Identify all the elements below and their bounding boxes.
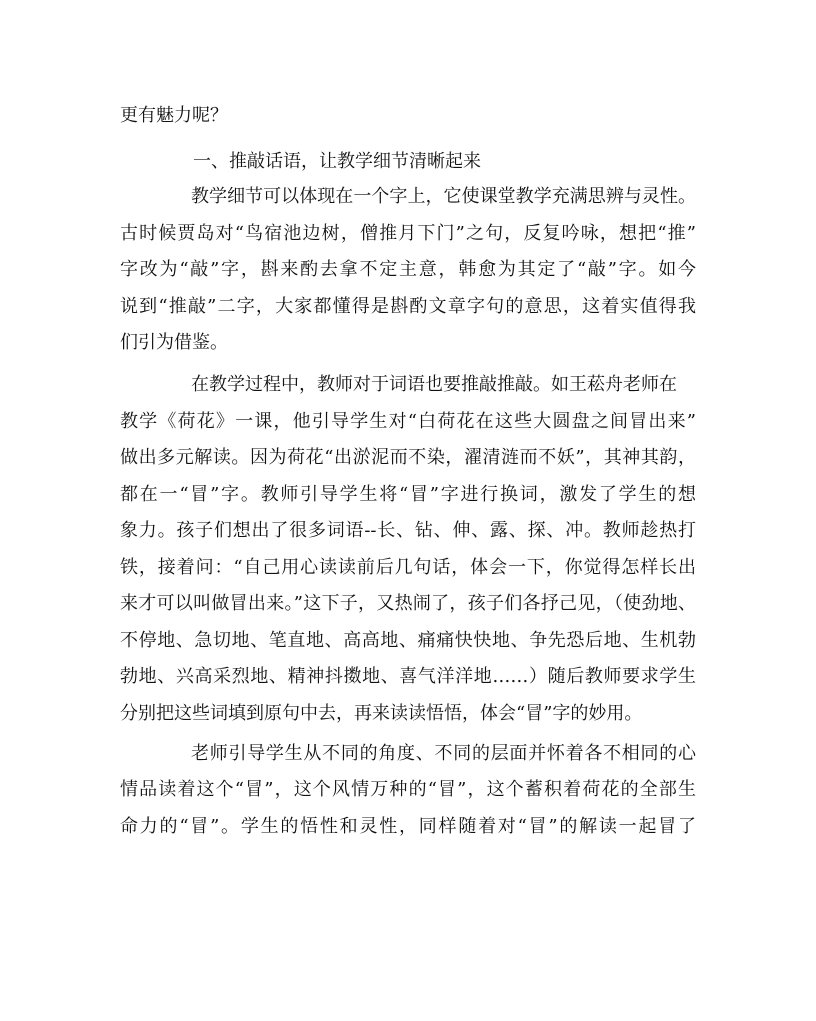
text-line: 勃地、兴高采烈地、精神抖擞地、喜气洋洋地……）随后教师要求学生 xyxy=(120,666,696,687)
text-line: 来才可以叫做冒出来。”这下子，又热闹了，孩子们各抒己见，（使劲地、 xyxy=(120,593,696,614)
text-line: 在教学过程中，教师对于词语也要推敲推敲。如王菘舟老师在 xyxy=(191,374,677,395)
text-line: 老师引导学生从不同的角度、不同的层面并怀着各不相同的心 xyxy=(191,743,696,764)
text-line: 做出多元解读。因为荷花“出淤泥而不染，濯清涟而不妖”，其神其韵， xyxy=(120,447,696,468)
text-line: 命力的“冒”。学生的悟性和灵性，同样随着对“冒”的解读一起冒了 xyxy=(120,816,696,837)
section-heading: 一、推敲话语，让教学细节清晰起来 xyxy=(193,151,481,172)
text-line: 教学细节可以体现在一个字上，它使课堂教学充满思辨与灵性。 xyxy=(191,186,696,207)
text-line: 不停地、急切地、笔直地、高高地、痛痛快快地、争先恐后地、生机勃 xyxy=(120,630,696,651)
text-line: 们引为借鉴。 xyxy=(120,332,228,353)
text-line: 分别把这些词填到原句中去，再来读读悟悟，体会“冒”字的妙用。 xyxy=(120,703,643,724)
text-line: 铁，接着问：“自己用心读读前后几句话，体会一下，你觉得怎样长出 xyxy=(120,557,696,578)
text-line: 都在一“冒”字。教师引导学生将“冒”字进行换词，激发了学生的想 xyxy=(120,484,696,505)
text-line: 更有魅力呢？ xyxy=(120,105,228,126)
text-line: 古时候贾岛对“鸟宿池边树，僧推月下门”之句，反复吟咏，想把“推” xyxy=(120,223,696,244)
text-line: 象力。孩子们想出了很多词语--长、钻、伸、露、探、冲。教师趁热打 xyxy=(120,520,696,541)
text-line: 教学《荷花》一课，他引导学生对“白荷花在这些大圆盘之间冒出来” xyxy=(120,411,696,432)
text-line: 说到“推敲”二字，大家都懂得是斟酌文章字句的意思，这着实值得我 xyxy=(120,296,696,317)
text-line: 情品读着这个“冒”，这个风情万种的“冒”，这个蓄积着荷花的全部生 xyxy=(120,779,696,800)
text-line: 字改为“敲”字，斟来酌去拿不定主意，韩愈为其定了“敲”字。如今 xyxy=(120,259,696,280)
